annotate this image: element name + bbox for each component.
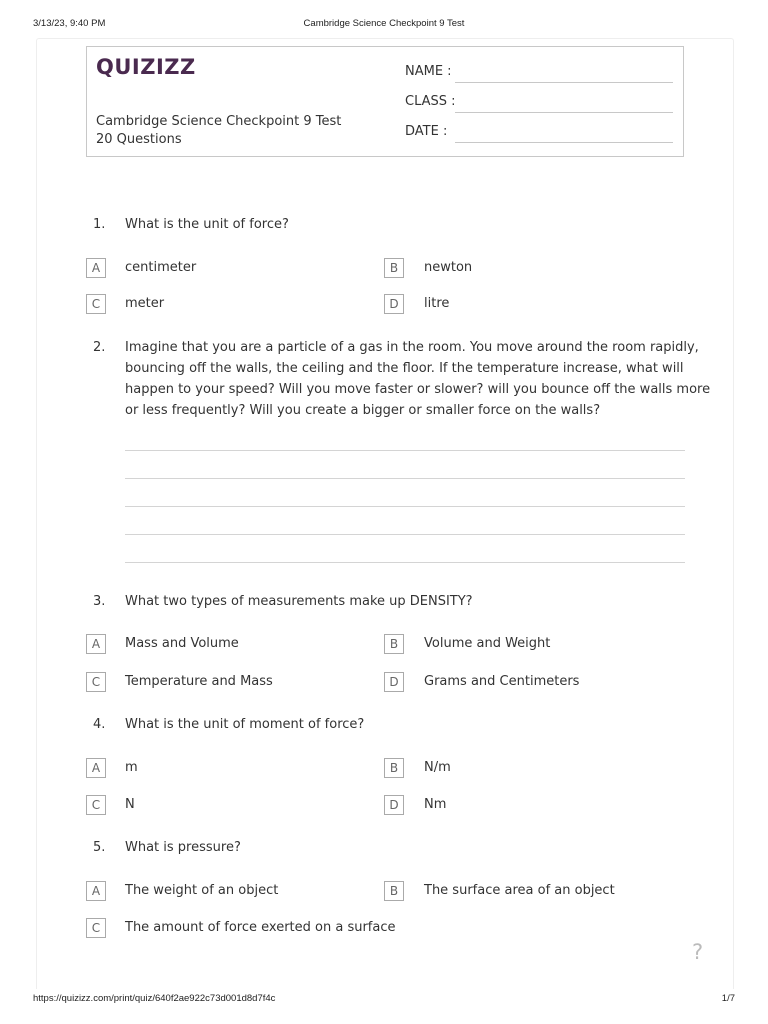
answer-line	[125, 534, 685, 535]
print-footer	[0, 993, 768, 1007]
class-line	[455, 112, 673, 113]
option-letter-box: A	[86, 881, 106, 901]
question-text-line: bouncing off the walls, the ceiling and the floor. If the temperature increase, what will	[125, 361, 684, 376]
print-date: 3/13/23, 9:40 PM	[33, 18, 106, 29]
option-text: The amount of force exerted on a surface	[125, 920, 396, 935]
help-icon[interactable]: ?	[692, 940, 704, 964]
option-letter-box: C	[86, 795, 106, 815]
print-header	[0, 18, 768, 32]
question-text: What is pressure?	[125, 840, 241, 855]
date-line	[455, 142, 673, 143]
option-letter-box: A	[86, 258, 106, 278]
option-letter-box: D	[384, 795, 404, 815]
option-letter-box: B	[384, 881, 404, 901]
quiz-title: Cambridge Science Checkpoint 9 Test	[96, 114, 342, 129]
option-letter-box: B	[384, 258, 404, 278]
class-label: CLASS :	[405, 94, 456, 109]
name-label: NAME :	[405, 64, 452, 79]
option-text: The surface area of an object	[424, 883, 615, 898]
option-text: meter	[125, 296, 165, 311]
question-count: 20 Questions	[96, 132, 182, 147]
question-number: 4.	[93, 717, 106, 732]
page-number: 1/7	[721, 993, 735, 1004]
option-text: N/m	[424, 760, 451, 775]
quiz-header-box	[86, 46, 684, 157]
option-letter-box: D	[384, 294, 404, 314]
option-letter-box: D	[384, 672, 404, 692]
option-letter-box: A	[86, 634, 106, 654]
option-text: litre	[424, 296, 450, 311]
option-letter-box: A	[86, 758, 106, 778]
print-url: https://quizizz.com/print/quiz/640f2ae922c73d001d8d7f4c	[33, 993, 276, 1004]
option-text: Temperature and Mass	[125, 674, 273, 689]
option-letter-box: C	[86, 294, 106, 314]
question-number: 1.	[93, 217, 106, 232]
option-text: centimeter	[125, 260, 197, 275]
answer-line	[125, 478, 685, 479]
option-text: The weight of an object	[125, 883, 279, 898]
question-text: What two types of measurements make up DENSITY?	[125, 594, 473, 609]
option-text: Grams and Centimeters	[424, 674, 580, 689]
option-letter-box: C	[86, 918, 106, 938]
question-text: What is the unit of moment of force?	[125, 717, 365, 732]
option-text: newton	[424, 260, 473, 275]
question-text-line: or less frequently? Will you create a bigger or smaller force on the walls?	[125, 403, 601, 418]
answer-line	[125, 562, 685, 563]
option-letter-box: C	[86, 672, 106, 692]
option-letter-box: B	[384, 634, 404, 654]
option-text: Volume and Weight	[424, 636, 551, 651]
option-text: N	[125, 797, 135, 812]
name-line	[455, 82, 673, 83]
question-text: What is the unit of force?	[125, 217, 289, 232]
option-letter-box: B	[384, 758, 404, 778]
print-title: Cambridge Science Checkpoint 9 Test	[303, 18, 465, 29]
question-text-line: happen to your speed? Will you move faster or slower? will you bounce off the walls more	[125, 382, 711, 397]
option-text: m	[125, 760, 138, 775]
question-number: 5.	[93, 840, 106, 855]
option-text: Nm	[424, 797, 447, 812]
question-number: 3.	[93, 594, 106, 609]
option-text: Mass and Volume	[125, 636, 239, 651]
date-label: DATE :	[405, 124, 448, 139]
question-number: 2.	[93, 340, 106, 355]
quizizz-logo: QUIZIZZ	[96, 55, 196, 79]
answer-line	[125, 506, 685, 507]
question-text-line: Imagine that you are a particle of a gas in the room. You move around the room rapidly,	[125, 340, 699, 355]
answer-line	[125, 450, 685, 451]
